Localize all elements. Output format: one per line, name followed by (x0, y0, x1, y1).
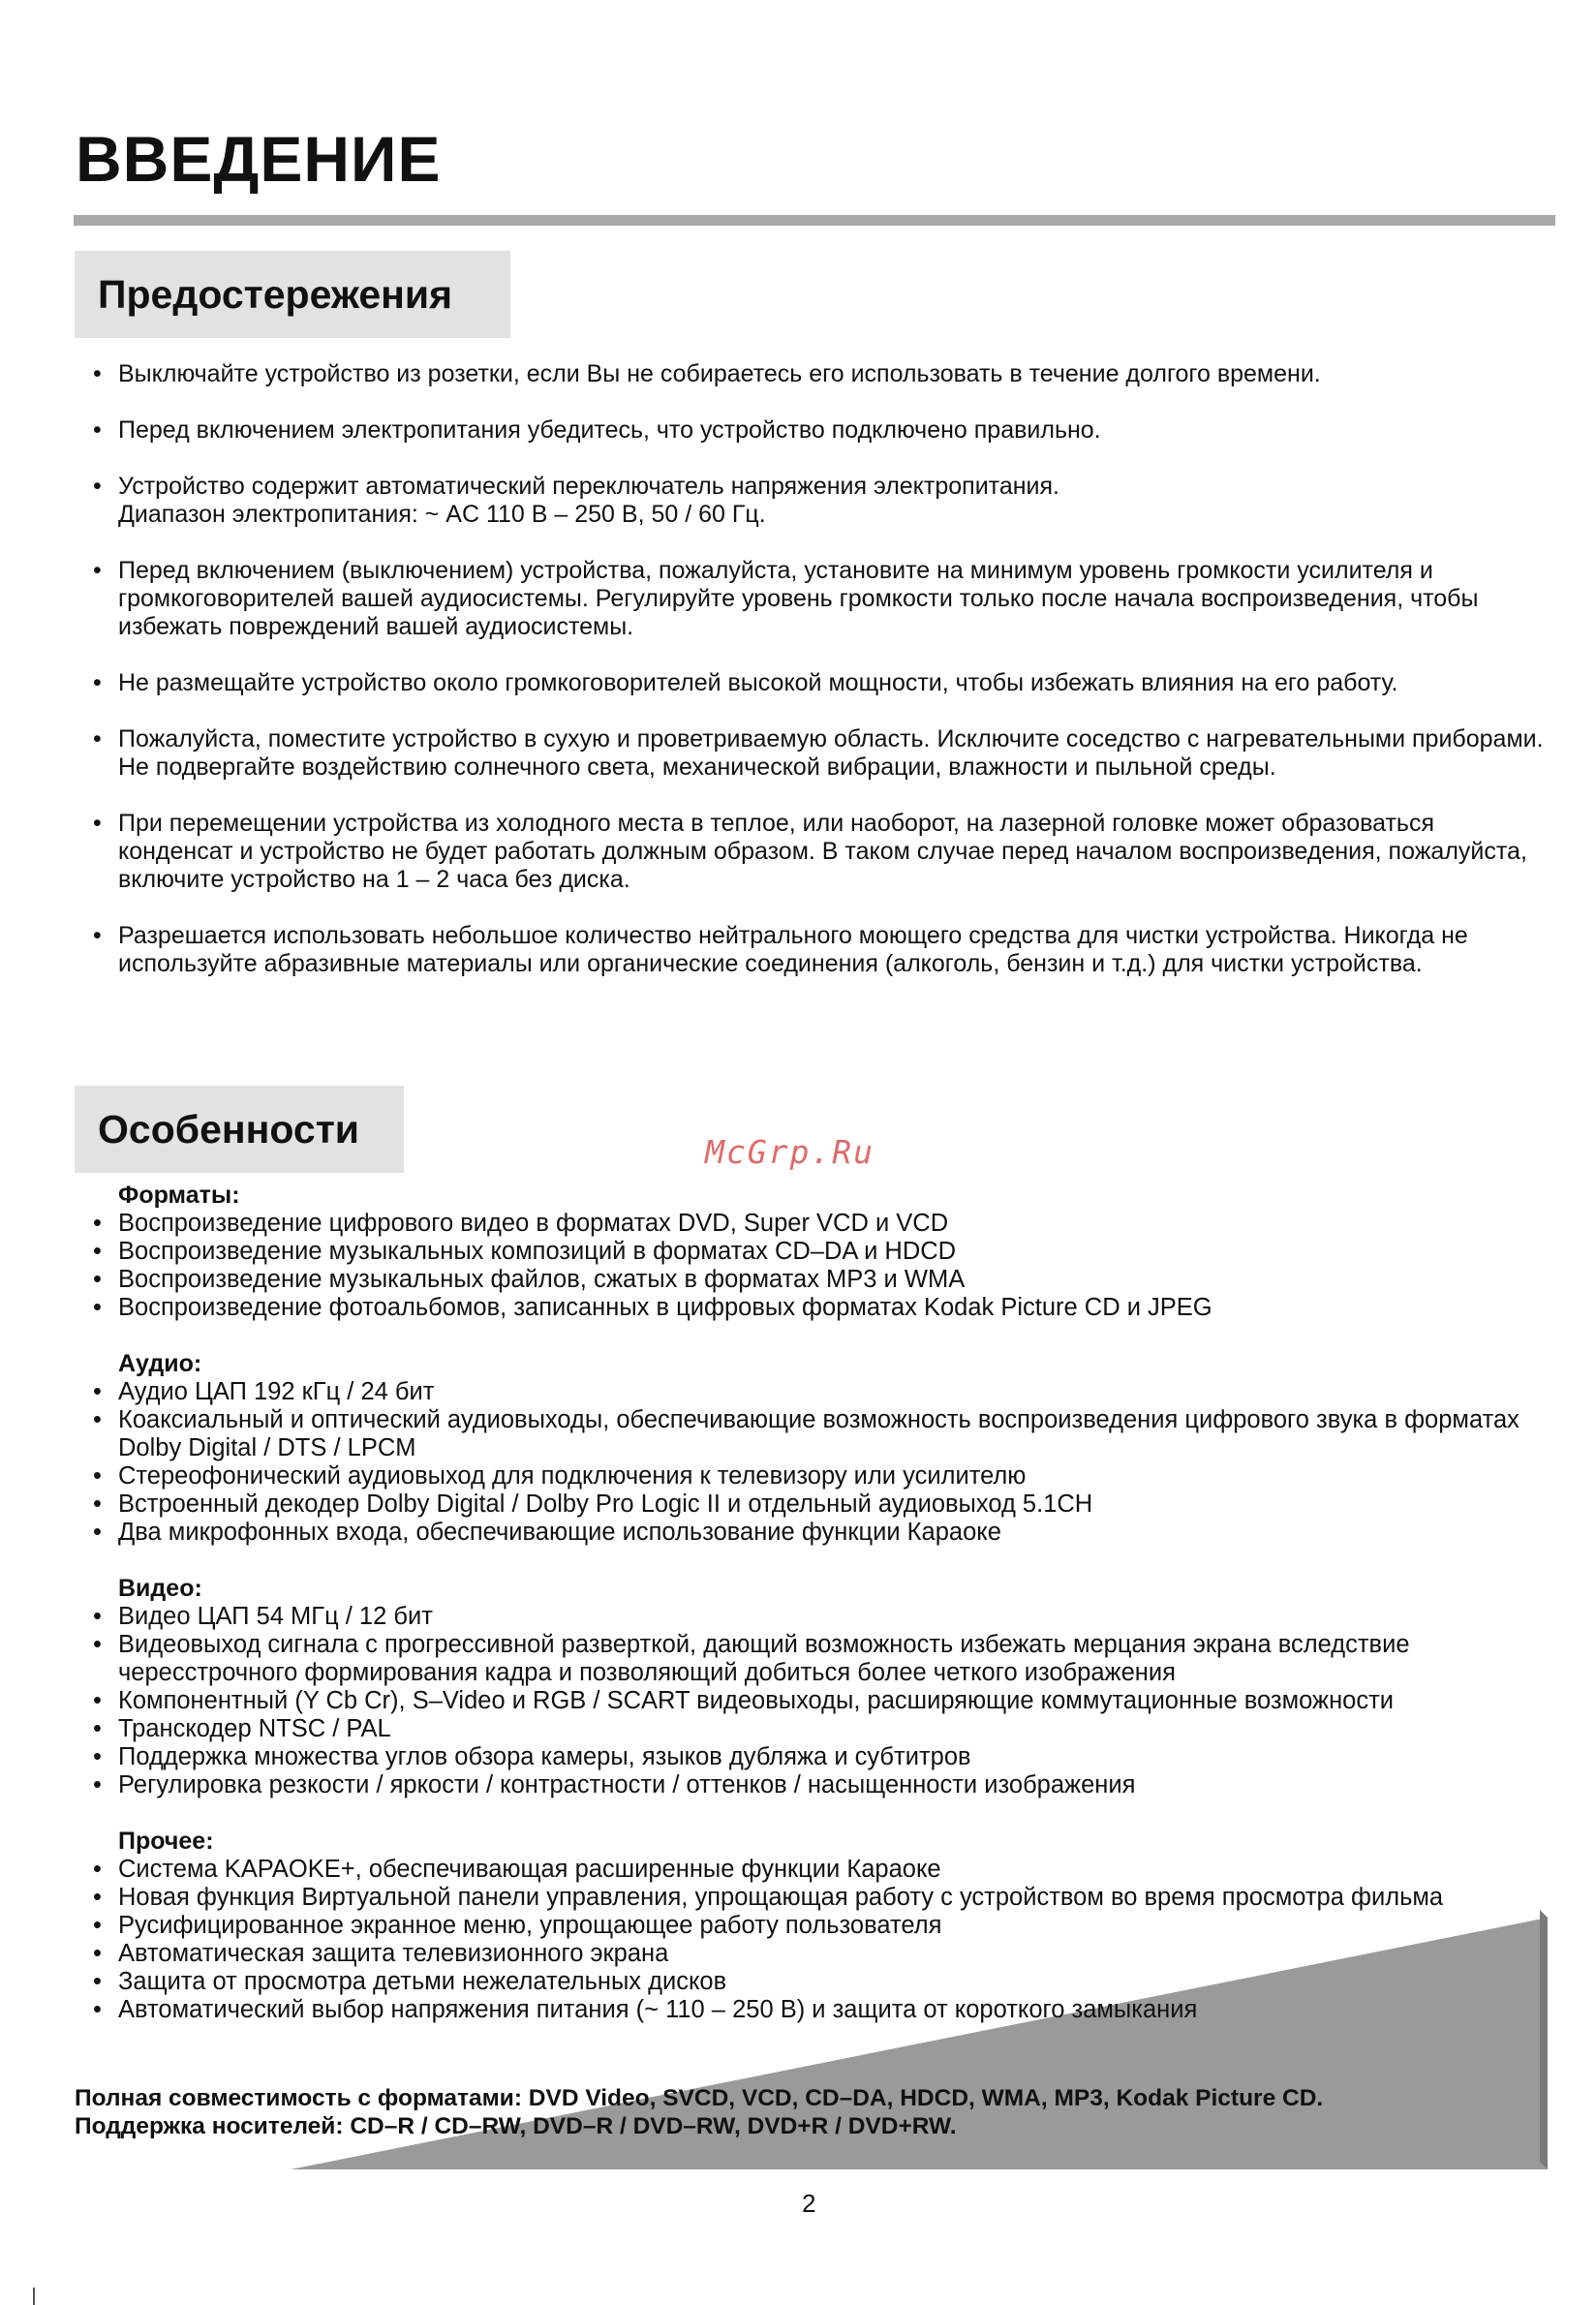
precaution-text: Перед включением электропитания убедитесь, что устройство подключено правильно. (118, 416, 1101, 444)
bullet-icon: • (93, 1519, 102, 1546)
bullet-icon: • (93, 810, 102, 837)
bullet-icon: • (93, 1378, 102, 1405)
list-item (93, 1238, 1555, 1266)
bullet-icon: • (93, 1631, 102, 1658)
precaution-text: Выключайте устройство из розетки, если Вы не собираетесь его использовать в течение долгого времени. (118, 360, 1321, 387)
bullet-icon: • (93, 1266, 102, 1293)
feature-text: Воспроизведение музыкальных композиций в форматах CD–DA и HDCD (118, 1238, 957, 1265)
feature-group-audio (93, 1350, 1555, 1547)
bullet-icon: • (93, 1912, 102, 1939)
bullet-icon: • (93, 1940, 102, 1967)
feature-group-title: Форматы: (118, 1182, 240, 1209)
feature-text: Поддержка множества углов обзора камеры, языков дубляжа и субтитров (118, 1743, 971, 1770)
list-item (93, 1743, 1555, 1771)
list-item (93, 1406, 1555, 1462)
bullet-icon: • (93, 1856, 102, 1883)
list-item (93, 1715, 1555, 1743)
list-item (93, 1996, 1555, 2024)
precautions-heading: Предостережения (75, 251, 510, 338)
bullet-icon: • (93, 1491, 102, 1518)
list-item (93, 1856, 1555, 1884)
feature-text: Коаксиальный и оптический аудиовыходы, обеспечивающие возможность воспроизведения цифрового звука в форматах Dolby Digital / DTS / LPCM (118, 1406, 1519, 1461)
feature-items (93, 1378, 1555, 1547)
list-item (93, 1378, 1555, 1406)
list-item (93, 1912, 1555, 1940)
compatibility-formats: Полная совместимость с форматами: DVD Video, SVCD, VCD, CD–DA, HDCD, WMA, MP3, Kodak Picture CD. (75, 2085, 1324, 2111)
bullet-icon: • (93, 473, 102, 500)
bullet-icon: • (93, 557, 102, 584)
precaution-text: Перед включением (выключением) устройства, пожалуйста, установите на минимум уровень громкости усилителя и громкоговорителей вашей аудиосистемы. Регулируйте уровень громкости только после начала воспроизведения, чтобы избежать повреждений вашей аудиосистемы. (118, 557, 1479, 640)
feature-items (93, 1603, 1555, 1799)
bullet-icon: • (93, 1210, 102, 1237)
precaution-text: При перемещении устройства из холодного места в теплое, или наоборот, на лазерной головке может образоваться конденсат и устройство не будет работать должным образом. В таком случае перед началом воспроизведения, пожалуйста, включите устройство на 1 – 2 часа без диска. (118, 810, 1527, 893)
feature-text: Компонентный (Y Cb Cr), S–Video и RGB / SCART видеовыходы, расширяющие коммутационные возможности (118, 1687, 1395, 1714)
bullet-icon: • (93, 1884, 102, 1911)
bullet-icon: • (93, 725, 102, 753)
feature-text: Регулировка резкости / яркости / контрастности / оттенков / насыщенности изображения (118, 1771, 1136, 1798)
feature-group-title: Видео: (118, 1575, 202, 1602)
feature-group-other (93, 1828, 1555, 2024)
bullet-icon: • (93, 360, 102, 387)
feature-items (93, 1210, 1555, 1322)
bullet-icon: • (93, 1687, 102, 1714)
list-item (93, 1491, 1555, 1519)
bullet-icon: • (93, 1996, 102, 2023)
list-item (93, 1266, 1555, 1294)
precaution-text: Разрешается использовать небольшое количество нейтрального моющего средства для чистки устройства. Никогда не используйте абразивные материалы или органические соединения (алкоголь, бензин и т.д.) для чистки устройства. (118, 922, 1468, 977)
bullet-icon: • (93, 1743, 102, 1770)
feature-group-video (93, 1575, 1555, 1799)
bullet-icon: • (93, 1294, 102, 1321)
compatibility-media: Поддержка носителей: CD–R / CD–RW, DVD–R / DVD–RW, DVD+R / DVD+RW. (75, 2113, 957, 2139)
features-list (93, 1182, 1555, 2052)
precaution-text: Устройство содержит автоматический переключатель напряжения электропитания. Диапазон электропитания: ~ AC 110 В – 250 В, 50 / 60 Гц. (118, 473, 1059, 528)
feature-group-title: Аудио: (118, 1350, 202, 1377)
feature-text: Два микрофонных входа, обеспечивающие использование функции Караоке (118, 1519, 1001, 1546)
feature-text: Стереофонический аудиовыход для подключения к телевизору или усилителю (118, 1462, 1027, 1490)
bullet-icon: • (93, 922, 102, 949)
list-item (93, 1687, 1555, 1715)
bullet-icon: • (93, 1238, 102, 1265)
list-item (93, 1519, 1555, 1547)
list-item (93, 1294, 1555, 1322)
feature-text: Новая функция Виртуальной панели управления, упрощающая работу с устройством во время просмотра фильма (118, 1884, 1444, 1911)
list-item (93, 1631, 1555, 1687)
bullet-icon: • (93, 1715, 102, 1742)
feature-group-title: Прочее: (118, 1828, 214, 1855)
list-item (93, 1462, 1555, 1491)
feature-group-formats (93, 1182, 1555, 1322)
feature-text: Воспроизведение фотоальбомов, записанных в цифровых форматах Kodak Picture CD и JPEG (118, 1294, 1212, 1321)
watermark: McGrp.Ru (705, 1133, 875, 1171)
feature-text: Транскодер NTSC / PAL (118, 1715, 391, 1742)
feature-text: Русифицированное экранное меню, упрощающее работу пользователя (118, 1912, 942, 1939)
precaution-text: Пожалуйста, поместите устройство в сухую и проветриваемую область. Исключите соседство с нагревательными приборами. Не подвергайте воздействию солнечного света, механической вибрации, влажности и пыльной среды. (118, 725, 1544, 781)
feature-items (93, 1856, 1555, 2024)
feature-text: Аудио ЦАП 192 кГц / 24 бит (118, 1378, 435, 1405)
feature-text: Видео ЦАП 54 МГц / 12 бит (118, 1603, 433, 1630)
page-number: 2 (802, 2189, 816, 2218)
list-item (93, 1771, 1555, 1799)
feature-text: Автоматический выбор напряжения питания (~ 110 – 250 В) и защита от короткого замыкания (118, 1996, 1198, 2023)
feature-text: Система KAPAOKE+, обеспечивающая расширенные функции Караоке (118, 1856, 941, 1883)
feature-text: Воспроизведение цифрового видео в форматах DVD, Super VCD и VCD (118, 1210, 949, 1237)
feature-text: Воспроизведение музыкальных файлов, сжатых в форматах MP3 и WMA (118, 1266, 966, 1293)
page-title: ВВЕДЕНИЕ (76, 123, 442, 195)
feature-text: Автоматическая защита телевизионного экрана (118, 1940, 669, 1967)
list-item (93, 1210, 1555, 1238)
bullet-icon: • (93, 1968, 102, 1995)
bullet-icon: • (93, 416, 102, 444)
list-item (93, 1884, 1555, 1912)
bullet-icon: • (93, 1771, 102, 1798)
bullet-icon: • (93, 1462, 102, 1490)
list-item (93, 1940, 1555, 1968)
feature-text: Видеовыход сигнала с прогрессивной разверткой, дающий возможность избежать мерцания экрана вследствие чересстрочного формирования кадра и позволяющий добиться более четкого изображения (118, 1631, 1410, 1686)
features-heading: Особенности (75, 1086, 404, 1173)
list-item (93, 1603, 1555, 1631)
feature-text: Встроенный декодер Dolby Digital / Dolby Pro Logic II и отдельный аудиовыход 5.1CH (118, 1491, 1093, 1518)
bullet-icon: • (93, 1603, 102, 1630)
precaution-text: Не размещайте устройство около громкоговорителей высокой мощности, чтобы избежать влияния на его работу. (118, 669, 1398, 696)
compatibility-note (75, 2084, 1556, 2140)
list-item (93, 1968, 1555, 1996)
corner-mark (33, 2288, 35, 2305)
bullet-icon: • (93, 1406, 102, 1433)
feature-text: Защита от просмотра детьми нежелательных дисков (118, 1968, 727, 1995)
bullet-icon: • (93, 669, 102, 696)
